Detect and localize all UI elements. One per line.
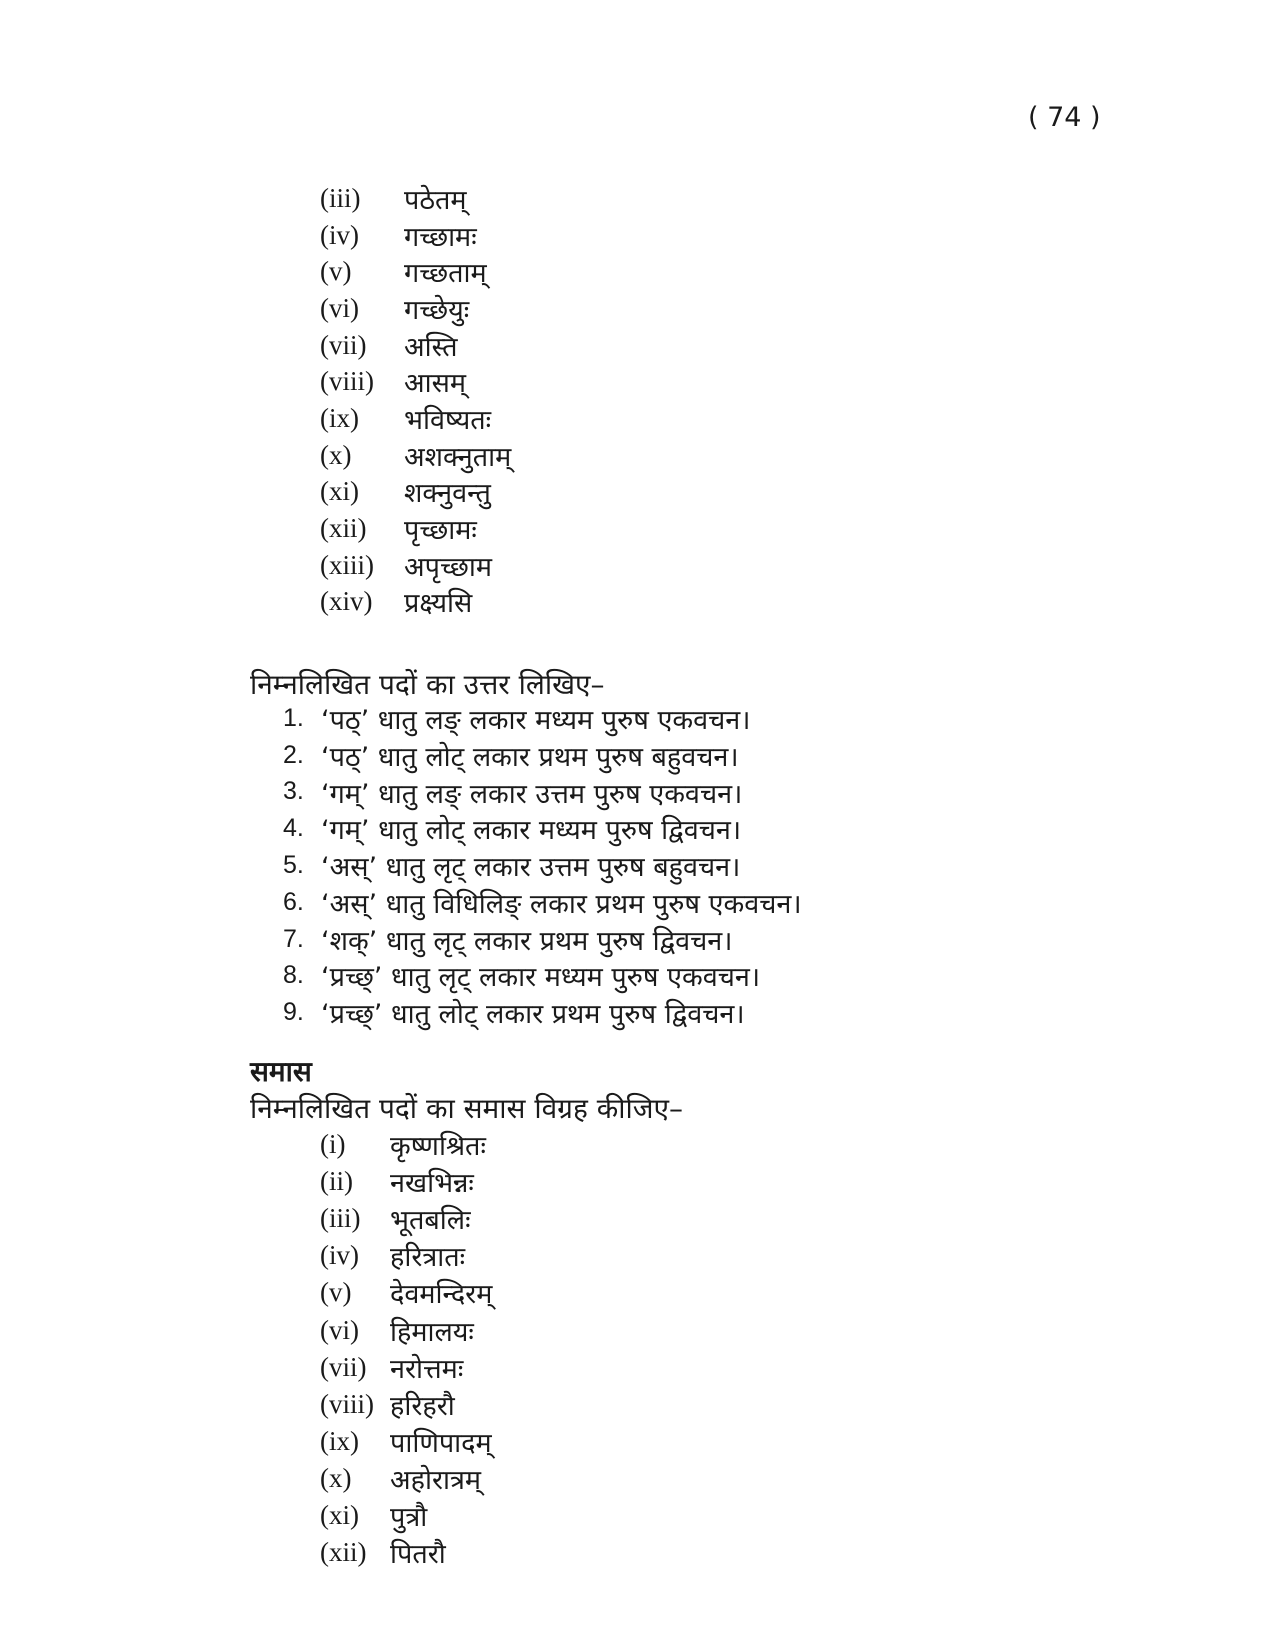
list-item (320, 1460, 492, 1497)
item-number: (vi) (320, 1314, 359, 1345)
item-text: हिमालयः (390, 1316, 474, 1348)
item-number: (iv) (320, 219, 359, 250)
item-number: (v) (320, 256, 352, 287)
item-number: (xii) (320, 513, 367, 544)
item-number: (xi) (320, 476, 359, 507)
list-item (320, 400, 511, 437)
item-text: गच्छेयुः (404, 294, 470, 326)
item-number: (xii) (320, 1537, 367, 1568)
list-item (320, 1163, 492, 1200)
item-number: (vii) (320, 1351, 367, 1382)
list-item (320, 1423, 492, 1460)
item-number: (xiii) (320, 549, 374, 580)
item-text: अशक्नुताम् (404, 441, 512, 473)
item-number: 6. (283, 887, 304, 916)
item-number: 9. (283, 998, 304, 1027)
item-number: (viii) (320, 1388, 374, 1419)
list-item (320, 437, 511, 474)
page-number: ( 74 ) (1028, 102, 1101, 133)
item-text: गच्छताम् (404, 258, 487, 290)
item-number: (ii) (320, 1166, 353, 1197)
list-item (320, 510, 511, 547)
list-item (283, 958, 802, 995)
list-item (283, 774, 802, 811)
item-number: (iii) (320, 182, 361, 213)
item-text: ‘प्रच्छ्’ धातु लृट् लकार मध्यम पुरुष एकवचन। (321, 962, 761, 994)
item-text: ‘गम्’ धातु लोट् लकार मध्यम पुरुष द्विवचन। (321, 815, 742, 847)
list-item (320, 547, 511, 584)
section-heading-samas: समास (250, 1055, 312, 1088)
item-text: ‘पठ्’ धातु लोट् लकार प्रथम पुरुष बहुवचन। (321, 741, 739, 773)
item-number: (iv) (320, 1240, 359, 1271)
list-item (320, 584, 511, 621)
item-text: भविष्यतः (404, 404, 492, 436)
item-text: ‘शक्’ धातु लृट् लकार प्रथम पुरुष द्विवचन। (321, 925, 733, 957)
item-text: भूतबलिः (390, 1205, 471, 1237)
item-text: गच्छामः (404, 221, 477, 253)
item-text: ‘गम्’ धातु लङ् लकार उत्तम पुरुष एकवचन। (321, 778, 743, 810)
samas-list (320, 1126, 492, 1571)
item-number: 7. (283, 924, 304, 953)
list-item (320, 363, 511, 400)
item-text: नरोत्तमः (390, 1353, 464, 1385)
item-text: ‘अस्’ धातु विधिलिङ् लकार प्रथम पुरुष एकवचन। (321, 888, 802, 920)
list-item (283, 737, 802, 774)
item-text: कृष्णश्रितः (390, 1131, 486, 1163)
list-item (320, 327, 511, 364)
item-text: ‘पठ्’ धातु लङ् लकार मध्यम पुरुष एकवचन। (321, 704, 751, 736)
item-number: (ix) (320, 402, 359, 433)
list-item (320, 253, 511, 290)
item-number: (vi) (320, 292, 359, 323)
list-item (320, 1534, 492, 1571)
item-text: हरिहरौ (390, 1390, 455, 1422)
list-item (283, 994, 802, 1031)
item-text: पाणिपादम् (390, 1427, 492, 1459)
item-number: (viii) (320, 366, 374, 397)
item-number: 5. (283, 851, 304, 880)
list-item (283, 921, 802, 958)
item-text: हरित्रातः (390, 1242, 466, 1274)
list-item (320, 1274, 492, 1311)
answer-heading: निम्नलिखित पदों का उत्तर लिखिए– (250, 668, 605, 701)
list-item (320, 1126, 492, 1163)
item-text: शक्नुवन्तु (404, 478, 491, 510)
item-text: ‘अस्’ धातु लृट् लकार उत्तम पुरुष बहुवचन। (321, 852, 741, 884)
item-number: (vii) (320, 329, 367, 360)
item-number: (ix) (320, 1425, 359, 1456)
list-item (283, 884, 802, 921)
item-number: 8. (283, 961, 304, 990)
list-item (320, 1497, 492, 1534)
list-item (320, 180, 511, 217)
samas-instruction: निम्नलिखित पदों का समास विग्रह कीजिए– (250, 1092, 684, 1125)
list-item (283, 810, 802, 847)
item-text: प्रक्ष्यसि (404, 588, 473, 620)
list-item (283, 700, 802, 737)
item-text: नखभिन्नः (390, 1168, 474, 1200)
item-text: अपृच्छाम (404, 551, 492, 583)
item-number: (i) (320, 1129, 346, 1160)
list-item (320, 217, 511, 254)
item-text: पुत्रौ (390, 1501, 428, 1533)
list-item (320, 1311, 492, 1348)
item-text: देवमन्दिरम् (390, 1279, 493, 1311)
item-text: पृच्छामः (404, 515, 477, 547)
item-text: पठेतम् (404, 184, 467, 216)
verb-forms-list (320, 180, 511, 620)
list-item (320, 1200, 492, 1237)
item-number: (x) (320, 1462, 352, 1493)
list-item (320, 1349, 492, 1386)
item-number: (xi) (320, 1499, 359, 1530)
item-number: 1. (283, 703, 304, 732)
item-number: (v) (320, 1277, 352, 1308)
list-item (320, 290, 511, 327)
list-item (320, 1237, 492, 1274)
item-text: आसम् (404, 368, 466, 400)
list-item (320, 474, 511, 511)
list-item (283, 847, 802, 884)
item-number: 2. (283, 740, 304, 769)
item-text: अस्ति (404, 331, 458, 363)
item-text: पितरौ (390, 1539, 446, 1571)
item-number: 4. (283, 814, 304, 843)
item-text: अहोरात्रम् (390, 1464, 482, 1496)
answer-list (283, 700, 802, 1031)
item-number: (iii) (320, 1203, 361, 1234)
list-item (320, 1386, 492, 1423)
item-number: (x) (320, 439, 352, 470)
item-text: ‘प्रच्छ्’ धातु लोट् लकार प्रथम पुरुष द्विवचन। (321, 999, 745, 1031)
item-number: (xiv) (320, 586, 373, 617)
item-number: 3. (283, 777, 304, 806)
